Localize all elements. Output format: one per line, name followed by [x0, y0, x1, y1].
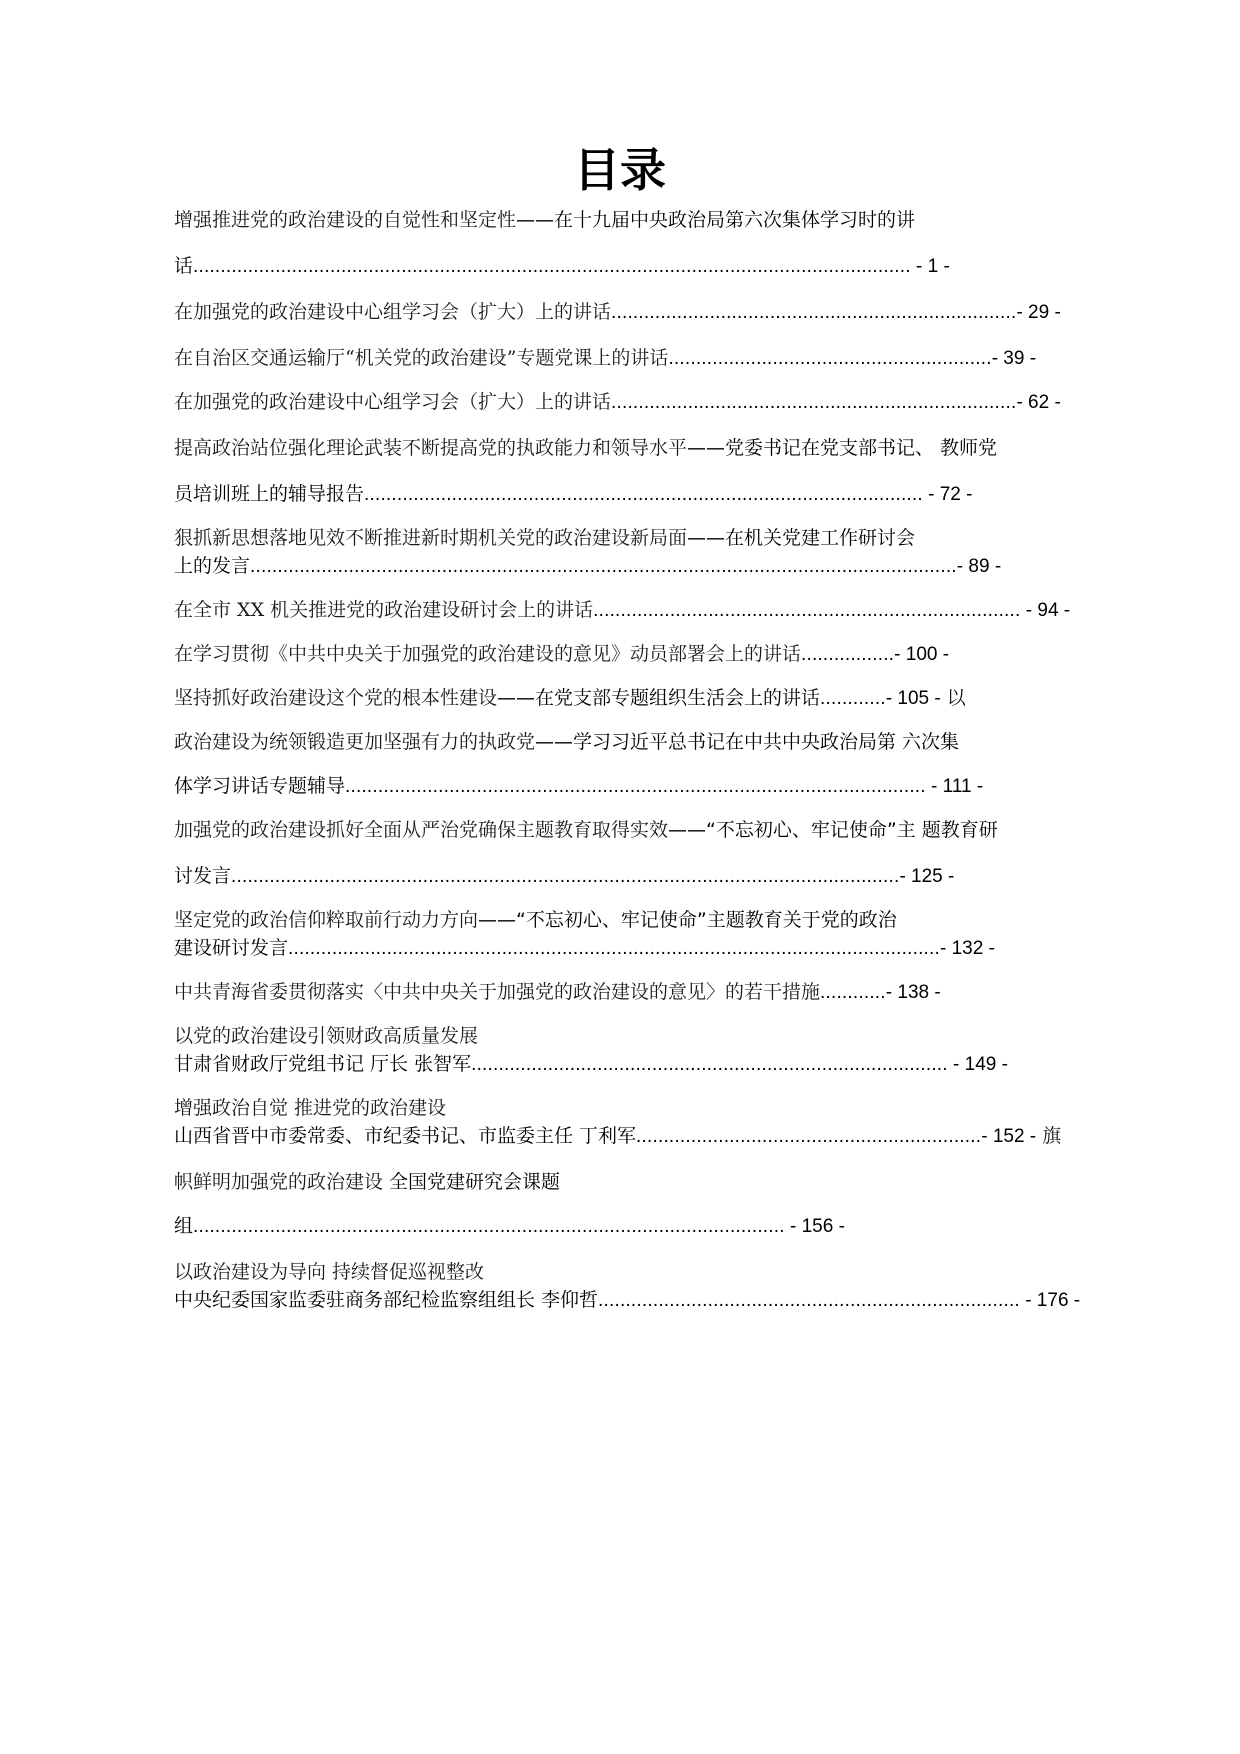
toc-line[interactable]	[174, 204, 915, 236]
toc-line[interactable]	[174, 342, 1036, 374]
toc-entry-subtitle: 讨发言	[174, 865, 232, 887]
toc-entry-title: 狠抓新思想落地见效不断推进新时期机关党的政治建设新局面	[174, 527, 688, 549]
toc-entry-title: 在全市 XX 机关推进党的政治建设研讨会上的讲话	[174, 599, 594, 621]
toc-entry-title: 帜鲜明加强党的政治建设	[174, 1171, 390, 1193]
toc-line[interactable]	[174, 770, 983, 802]
toc-line[interactable]	[174, 478, 972, 510]
toc-line[interactable]	[174, 1120, 1061, 1152]
toc-entry-continuation: 以	[940, 687, 966, 709]
toc-page-number: - 105 -	[885, 688, 941, 709]
toc-page-number: - 72 -	[922, 484, 973, 505]
toc-entry-subtitle: ——在十九届中央政治局第六次集体学习时的讲	[516, 209, 916, 231]
toc-page-number: - 89 -	[956, 556, 1002, 577]
toc-entry-subtitle: 员培训班上的辅导报告	[174, 483, 365, 505]
toc-page-number: - 149 -	[947, 1054, 1008, 1075]
toc-entry-subtitle: ——党委书记在党支部书记、 教师党	[687, 437, 998, 459]
toc-entry-title: 坚持抓好政治建设这个党的根本性建设	[174, 687, 498, 709]
toc-entry-subtitle: ——在党支部专题组织生活会上的讲话	[497, 687, 821, 709]
toc-dot-leader: ............	[820, 982, 886, 1003]
toc-line[interactable]	[174, 976, 941, 1008]
toc-dot-leader: .............................................................................	[598, 1290, 1020, 1311]
toc-line[interactable]	[174, 1166, 560, 1198]
toc-line[interactable]	[174, 682, 966, 714]
toc-page-number: - 1 -	[910, 256, 950, 277]
toc-line[interactable]	[174, 594, 1070, 626]
toc-entry-subtitle: 体学习讲话专题辅导	[174, 775, 346, 797]
toc-entry-subtitle: 全国党建研究会课题	[389, 1171, 561, 1193]
toc-page-number: - 125 -	[899, 866, 955, 887]
toc-entry-subtitle: 山西省晋中市委常委、市纪委书记、市监委主任 丁利军	[174, 1125, 637, 1147]
toc-dot-leader: ......................................................................................................	[364, 484, 923, 505]
toc-dot-leader: ............................................................................................................	[193, 1216, 785, 1237]
toc-page-number: - 138 -	[885, 982, 941, 1003]
toc-entry-title: 在自治区交通运输厅“机关党的政治建设”专题党课上的讲话	[174, 347, 669, 369]
toc-page-number: - 132 -	[940, 938, 995, 959]
toc-page-number: - 111 -	[925, 776, 984, 797]
toc-line[interactable]	[174, 1048, 1008, 1080]
toc-entry-title: 加强党的政治建设抓好全面从严治党确保主题教育取得实效	[174, 819, 669, 841]
toc-dot-leader: ...................................................................................................................................	[193, 256, 911, 277]
toc-dot-leader: ..........................................................................................................	[345, 776, 926, 797]
toc-line[interactable]	[174, 432, 997, 464]
toc-page-number: - 156 -	[784, 1216, 845, 1237]
toc-line[interactable]	[174, 1284, 1080, 1316]
toc-page-number: - 152 -	[981, 1126, 1037, 1147]
toc-entry-continuation: 旗	[1036, 1125, 1062, 1147]
toc-dot-leader: ..........................................................................	[611, 392, 1017, 413]
toc-entry-title: 增强政治自觉 推进党的政治建设	[174, 1097, 447, 1119]
toc-dot-leader: .......................................................................................................................	[288, 938, 940, 959]
toc-line[interactable]	[174, 860, 954, 892]
toc-page-number: - 100 -	[894, 644, 950, 665]
toc-entry-subtitle: ——“不忘初心、牢记使命”主 题教育研	[668, 819, 998, 841]
toc-line[interactable]	[174, 250, 950, 282]
toc-entry-subtitle: 中央纪委国家监委驻商务部纪检监察组组长 李仰哲	[174, 1289, 599, 1311]
toc-entry-title: 在加强党的政治建设中心组学习会（扩大）上的讲话	[174, 301, 612, 323]
toc-dot-leader: .................................................................................................................................	[250, 556, 957, 577]
toc-entry-subtitle: 上的发言	[174, 555, 251, 577]
toc-entry-title: 坚定党的政治信仰粹取前行动力方向	[174, 909, 479, 931]
toc-line[interactable]	[174, 638, 949, 670]
toc-line[interactable]	[174, 296, 1061, 328]
toc-line[interactable]	[174, 1210, 845, 1242]
toc-entry-title: 以政治建设为导向 持续督促巡视整改	[174, 1261, 485, 1283]
toc-line[interactable]	[174, 726, 959, 758]
toc-dot-leader: ..............................................................................	[593, 600, 1021, 621]
toc-dot-leader: ...........................................................	[668, 348, 992, 369]
toc-entry-title: 在学习贯彻《中共中央关于加强党的政治建设的意见》动员部署会上的讲话	[174, 643, 802, 665]
toc-line[interactable]	[174, 932, 995, 964]
toc-page-number: - 94 -	[1020, 600, 1071, 621]
toc-entry-subtitle: ——学习习近平总书记在中共中央政治局第 六次集	[535, 731, 960, 753]
toc-page-number: - 176 -	[1019, 1290, 1081, 1311]
toc-entry-title: 中共青海省委贯彻落实〈中共中央关于加强党的政治建设的意见〉的若干措施	[174, 981, 821, 1003]
toc-line[interactable]	[174, 814, 998, 846]
toc-entry-subtitle: ——“不忘初心、牢记使命”主题教育关于党的政治	[478, 909, 897, 931]
toc-page-number: - 39 -	[991, 348, 1037, 369]
toc-entry-subtitle: ——在机关党建工作研讨会	[687, 527, 916, 549]
toc-entry-subtitle: 建设研讨发言	[174, 937, 289, 959]
toc-dot-leader: ..........................................................................	[611, 302, 1017, 323]
toc-dot-leader: ............	[820, 688, 886, 709]
toc-entry-subtitle: 甘肃省财政厅党组书记 厅长 张智军	[174, 1053, 472, 1075]
toc-dot-leader: .......................................................................................	[471, 1054, 948, 1075]
toc-page-number: - 62 -	[1016, 392, 1061, 413]
toc-line[interactable]	[174, 550, 1001, 582]
toc-entry-title: 在加强党的政治建设中心组学习会（扩大）上的讲话	[174, 391, 612, 413]
toc-entry-title: 提高政治站位强化理论武装不断提高党的执政能力和领导水平	[174, 437, 688, 459]
page-title: 目录	[574, 143, 666, 197]
toc-entry-subtitle: 话	[174, 255, 194, 277]
toc-entry-title: 政治建设为统领锻造更加坚强有力的执政党	[174, 731, 536, 753]
toc-entry-subtitle: 组	[174, 1215, 194, 1237]
toc-entry-title: 以党的政治建设引领财政高质量发展	[174, 1025, 479, 1047]
toc-entry-title: 增强推进党的政治建设的自觉性和坚定性	[174, 209, 517, 231]
toc-dot-leader: ..........................................................................................................................	[231, 866, 900, 887]
toc-page-number: - 29 -	[1016, 302, 1061, 323]
toc-line[interactable]	[174, 386, 1061, 418]
toc-dot-leader: ...............................................................	[636, 1126, 982, 1147]
toc-dot-leader: .................	[801, 644, 895, 665]
